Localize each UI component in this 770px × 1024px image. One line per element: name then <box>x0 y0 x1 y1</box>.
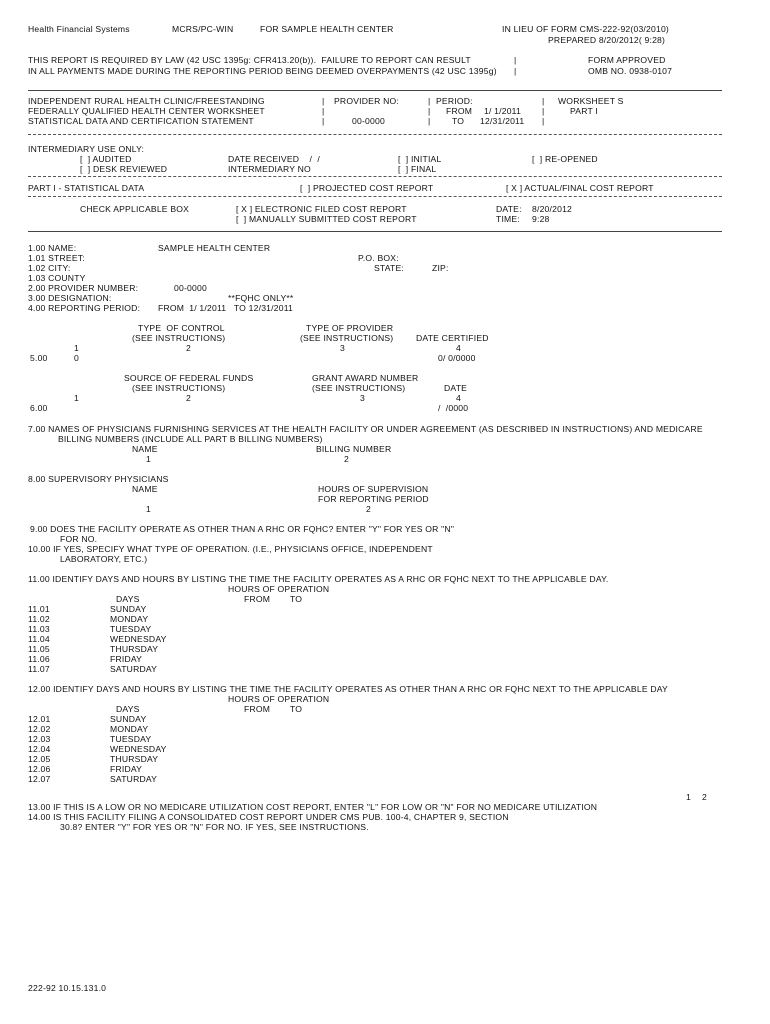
column-number: 3 <box>360 393 365 403</box>
line-3-00-label: 3.00 DESIGNATION: <box>28 293 112 303</box>
column-number: 1 <box>146 504 151 514</box>
period-to-label: TO <box>452 116 465 126</box>
to-header: TO <box>290 704 303 714</box>
days-header: DAYS <box>116 594 140 604</box>
provider-no-label: PROVIDER NO: <box>334 96 399 106</box>
line-number: 12.06 <box>28 764 51 774</box>
see-instructions: (SEE INSTRUCTIONS) <box>300 333 394 343</box>
period-from-label: FROM <box>446 106 473 116</box>
hours-of-operation-header: HOURS OF OPERATION <box>228 584 330 594</box>
prepared-date: PREPARED 8/20/2012( 9:28) <box>548 35 666 45</box>
provider-no-value: 00-0000 <box>352 116 385 126</box>
column-number: 1 <box>74 393 79 403</box>
line-number: 12.01 <box>28 714 51 724</box>
line-number: 11.01 <box>28 604 50 614</box>
source-federal-funds-header: SOURCE OF FEDERAL FUNDS <box>124 373 254 383</box>
line-1-03-label: 1.03 COUNTY <box>28 273 86 283</box>
col-divider: | <box>428 116 431 126</box>
po-box-label: P.O. BOX: <box>358 253 399 263</box>
day-name: MONDAY <box>110 724 149 734</box>
day-name: TUESDAY <box>110 624 152 634</box>
column-number: 2 <box>344 454 349 464</box>
date-received: DATE RECEIVED / / <box>228 154 320 164</box>
desk-reviewed-checkbox: [ ] DESK REVIEWED <box>80 164 168 174</box>
line-5-00-label: 5.00 <box>30 353 48 363</box>
line-number: 12.03 <box>28 734 51 744</box>
facility-header: FOR SAMPLE HEALTH CENTER <box>260 24 394 34</box>
from-header: FROM <box>244 594 271 604</box>
line-7-00-text-cont: BILLING NUMBERS (INCLUDE ALL PART B BILLING NUMBERS) <box>58 434 323 444</box>
line-1-02-label: 1.02 CITY: <box>28 263 71 273</box>
day-name: MONDAY <box>110 614 149 624</box>
period-from-value: 1/ 1/2011 <box>484 106 522 116</box>
date-header: DATE <box>444 383 468 393</box>
line-number: 11.03 <box>28 624 50 634</box>
day-name: WEDNESDAY <box>110 634 167 644</box>
type-of-provider-header: TYPE OF PROVIDER <box>306 323 394 333</box>
zip-label: ZIP: <box>432 263 449 273</box>
day-name: SUNDAY <box>110 604 147 614</box>
column-number: 1 <box>146 454 151 464</box>
report-time-value: 9:28 <box>532 214 550 224</box>
line-2-00-label: 2.00 PROVIDER NUMBER: <box>28 283 139 293</box>
line-number: 11.04 <box>28 634 50 644</box>
line-12-00-text: 12.00 IDENTIFY DAYS AND HOURS BY LISTING THE TIME THE FACILITY OPERATES AS OTHER THAN A RHC OR FQHC NEXT TO THE APPLICABLE DAY <box>28 684 668 694</box>
date-certified-value: 0/ 0/0000 <box>438 353 476 363</box>
name-header: NAME <box>132 484 158 494</box>
line-1-00-label: 1.00 NAME: <box>28 243 77 253</box>
col-divider: | <box>542 96 545 106</box>
reporting-period: FROM 1/ 1/2011 TO 12/31/2011 <box>158 303 294 313</box>
line-9-00-text-cont: FOR NO. <box>60 534 98 544</box>
period-label: PERIOD: <box>436 96 473 106</box>
divider <box>28 196 722 197</box>
divider <box>28 231 722 232</box>
line-14-00-text: 14.00 IS THIS FACILITY FILING A CONSOLIDATED COST REPORT UNDER CMS PUB. 100-4, CHAPTER 9, SECTION <box>28 812 509 822</box>
grant-award-number-header: GRANT AWARD NUMBER <box>312 373 419 383</box>
column-number: 2 <box>366 504 371 514</box>
legal-notice-line2: IN ALL PAYMENTS MADE DURING THE REPORTING PERIOD BEING DEEMED OVERPAYMENTS (42 USC 1395g) <box>28 66 497 76</box>
date-certified-header: DATE CERTIFIED <box>416 333 489 343</box>
col-divider: | <box>428 106 431 116</box>
see-instructions: (SEE INSTRUCTIONS) <box>132 333 226 343</box>
form-approved: FORM APPROVED <box>588 55 666 65</box>
line-14-00-text-cont: 30.8? ENTER "Y" FOR YES OR "N" FOR NO. IF YES, SEE INSTRUCTIONS. <box>60 822 369 832</box>
col-divider: | <box>322 106 325 116</box>
column-number: 4 <box>456 393 461 403</box>
report-date-value: 8/20/2012 <box>532 204 573 214</box>
see-instructions: (SEE INSTRUCTIONS) <box>312 383 406 393</box>
final-checkbox: [ ] FINAL <box>398 164 437 174</box>
day-name: WEDNESDAY <box>110 744 167 754</box>
type-of-control-header: TYPE OF CONTROL <box>138 323 225 333</box>
column-number: 3 <box>340 343 345 353</box>
period-to-value: 12/31/2011 <box>480 116 525 126</box>
billing-number-header: BILLING NUMBER <box>316 444 392 454</box>
line-number: 12.07 <box>28 774 51 784</box>
designation: **FQHC ONLY** <box>228 293 294 303</box>
day-name: THURSDAY <box>110 644 159 654</box>
legal-notice-line1: THIS REPORT IS REQUIRED BY LAW (42 USC 1395g: CFR413.20(b)). FAILURE TO REPORT CAN RESULT <box>28 55 471 65</box>
day-name: TUESDAY <box>110 734 152 744</box>
column-number: 1 <box>686 792 691 802</box>
worksheet-part: PART I <box>570 106 598 116</box>
line-number: 11.05 <box>28 644 50 654</box>
col-divider: | <box>428 96 431 106</box>
to-header: TO <box>290 594 303 604</box>
reopened-checkbox: [ ] RE-OPENED <box>532 154 598 164</box>
line-8-00-text: 8.00 SUPERVISORY PHYSICIANS <box>28 474 169 484</box>
worksheet-title-line3: STATISTICAL DATA AND CERTIFICATION STATEMENT <box>28 116 254 126</box>
audited-checkbox: [ ] AUDITED <box>80 154 132 164</box>
intermediary-title: INTERMEDIARY USE ONLY: <box>28 144 145 154</box>
manually-submitted: [ ] MANUALLY SUBMITTED COST REPORT <box>236 214 417 224</box>
line-9-00-text: 9.00 DOES THE FACILITY OPERATE AS OTHER THAN A RHC OR FQHC? ENTER "Y" FOR YES OR "N" <box>30 524 455 534</box>
electronic-filed: [ X ] ELECTRONIC FILED COST REPORT <box>236 204 407 214</box>
column-number: 2 <box>186 343 191 353</box>
line-10-00-text: 10.00 IF YES, SPECIFY WHAT TYPE OF OPERATION. (I.E., PHYSICIANS OFFICE, INDEPENDENT <box>28 544 433 554</box>
report-time-label: TIME: <box>496 214 520 224</box>
divider <box>28 134 722 135</box>
check-applicable-box: CHECK APPLICABLE BOX <box>80 204 190 214</box>
name-header: NAME <box>132 444 158 454</box>
notice-divider: | <box>514 55 517 65</box>
date-value: / /0000 <box>438 403 469 413</box>
actual-cost-report: [ X ] ACTUAL/FINAL COST REPORT <box>506 183 654 193</box>
projected-cost-report: [ ] PROJECTED COST REPORT <box>300 183 434 193</box>
day-name: FRIDAY <box>110 654 143 664</box>
worksheet-title-line2: FEDERALLY QUALIFIED HEALTH CENTER WORKSHEET <box>28 106 265 116</box>
facility-name: SAMPLE HEALTH CENTER <box>158 243 271 253</box>
from-header: FROM <box>244 704 271 714</box>
day-name: SATURDAY <box>110 774 158 784</box>
see-instructions: (SEE INSTRUCTIONS) <box>132 383 226 393</box>
line-number: 12.05 <box>28 754 51 764</box>
hours-supervision-header-cont: FOR REPORTING PERIOD <box>318 494 429 504</box>
line-11-00-text: 11.00 IDENTIFY DAYS AND HOURS BY LISTING THE TIME THE FACILITY OPERATES AS A RHC OR FQHC NEXT TO THE APPLICABLE DAY. <box>28 574 609 584</box>
line-number: 11.02 <box>28 614 50 624</box>
column-number: 1 <box>74 343 79 353</box>
column-number: 4 <box>456 343 461 353</box>
line-13-00-text: 13.00 IF THIS IS A LOW OR NO MEDICARE UTILIZATION COST REPORT, ENTER "L" FOR LOW OR "N" FOR NO MEDICARE UTILIZATION <box>28 802 598 812</box>
col-divider: | <box>542 106 545 116</box>
type-of-control-value: 0 <box>74 353 79 363</box>
notice-divider: | <box>514 66 517 76</box>
col-divider: | <box>542 116 545 126</box>
line-number: 12.04 <box>28 744 51 754</box>
column-number: 2 <box>186 393 191 403</box>
initial-checkbox: [ ] INITIAL <box>398 154 442 164</box>
day-name: SATURDAY <box>110 664 158 674</box>
line-6-00-label: 6.00 <box>30 403 48 413</box>
report-date-label: DATE: <box>496 204 522 214</box>
line-10-00-text-cont: LABORATORY, ETC.) <box>60 554 148 564</box>
system-name: Health Financial Systems <box>28 24 130 34</box>
line-1-01-label: 1.01 STREET: <box>28 253 85 263</box>
form-number: IN LIEU OF FORM CMS-222-92(03/2010) <box>502 24 669 34</box>
hours-supervision-header: HOURS OF SUPERVISION <box>318 484 429 494</box>
line-4-00-label: 4.00 REPORTING PERIOD: <box>28 303 141 313</box>
form-version-code: 222-92 10.15.131.0 <box>28 983 107 993</box>
worksheet-id: WORKSHEET S <box>558 96 624 106</box>
line-number: 11.07 <box>28 664 50 674</box>
line-7-00-text: 7.00 NAMES OF PHYSICIANS FURNISHING SERVICES AT THE HEALTH FACILITY OR UNDER AGREEMENT (AS DESCRIBED IN INSTRUCTIONS) AND MEDICARE <box>28 424 703 434</box>
day-name: SUNDAY <box>110 714 147 724</box>
part1-title: PART I - STATISTICAL DATA <box>28 183 145 193</box>
days-header: DAYS <box>116 704 140 714</box>
program-name: MCRS/PC-WIN <box>172 24 234 34</box>
provider-number: 00-0000 <box>174 283 207 293</box>
worksheet-title-line1: INDEPENDENT RURAL HEALTH CLINIC/FREESTANDING <box>28 96 265 106</box>
column-number: 2 <box>702 792 707 802</box>
intermediary-no: INTERMEDIARY NO <box>228 164 311 174</box>
col-divider: | <box>322 96 325 106</box>
day-name: FRIDAY <box>110 764 143 774</box>
omb-number: OMB NO. 0938-0107 <box>588 66 673 76</box>
col-divider: | <box>322 116 325 126</box>
divider <box>28 90 722 91</box>
divider <box>28 176 722 177</box>
line-number: 11.06 <box>28 654 50 664</box>
state-label: STATE: <box>374 263 405 273</box>
day-name: THURSDAY <box>110 754 159 764</box>
line-number: 12.02 <box>28 724 51 734</box>
hours-of-operation-header: HOURS OF OPERATION <box>228 694 330 704</box>
